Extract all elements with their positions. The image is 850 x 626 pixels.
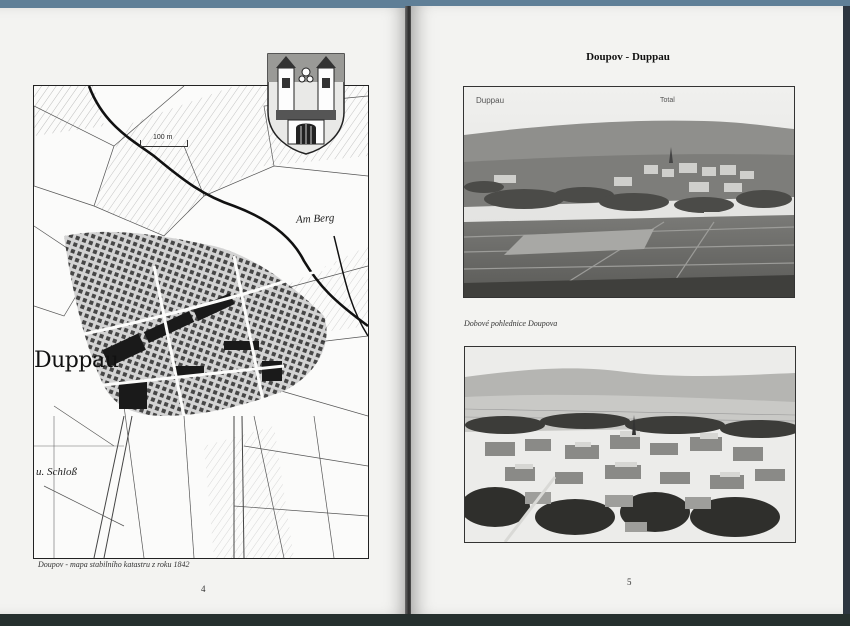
map-label-castle: u. Schloß — [36, 466, 77, 478]
page-number-right: 5 — [627, 577, 632, 587]
postcards-caption: Dobové pohlednice Doupova — [464, 319, 558, 328]
map-caption: Doupov - mapa stabilního katastru z roku 1842 — [38, 560, 190, 569]
map-drawing — [34, 86, 368, 558]
map-scale-bar — [140, 140, 188, 147]
coat-of-arms-icon — [266, 52, 346, 156]
postcard-label-total: Total — [660, 97, 675, 104]
aerial-drawing — [465, 347, 795, 542]
postcard-photo-panorama — [463, 86, 795, 298]
panorama-drawing — [464, 87, 794, 297]
right-page — [411, 6, 845, 614]
cadastral-map — [33, 85, 369, 559]
scan-background-right — [843, 6, 850, 614]
map-scale-label: 100 m — [153, 134, 173, 141]
postcard-label-town: Duppau — [476, 96, 505, 105]
left-page — [0, 8, 407, 614]
map-label-town: Duppau — [34, 348, 119, 373]
page-title: Doupov - Duppau — [586, 51, 670, 63]
postcard-photo-aerial — [464, 346, 796, 543]
scan-background-bottom — [0, 612, 850, 626]
page-number-left: 4 — [201, 584, 206, 594]
map-label-hill: Am Berg — [295, 212, 335, 226]
